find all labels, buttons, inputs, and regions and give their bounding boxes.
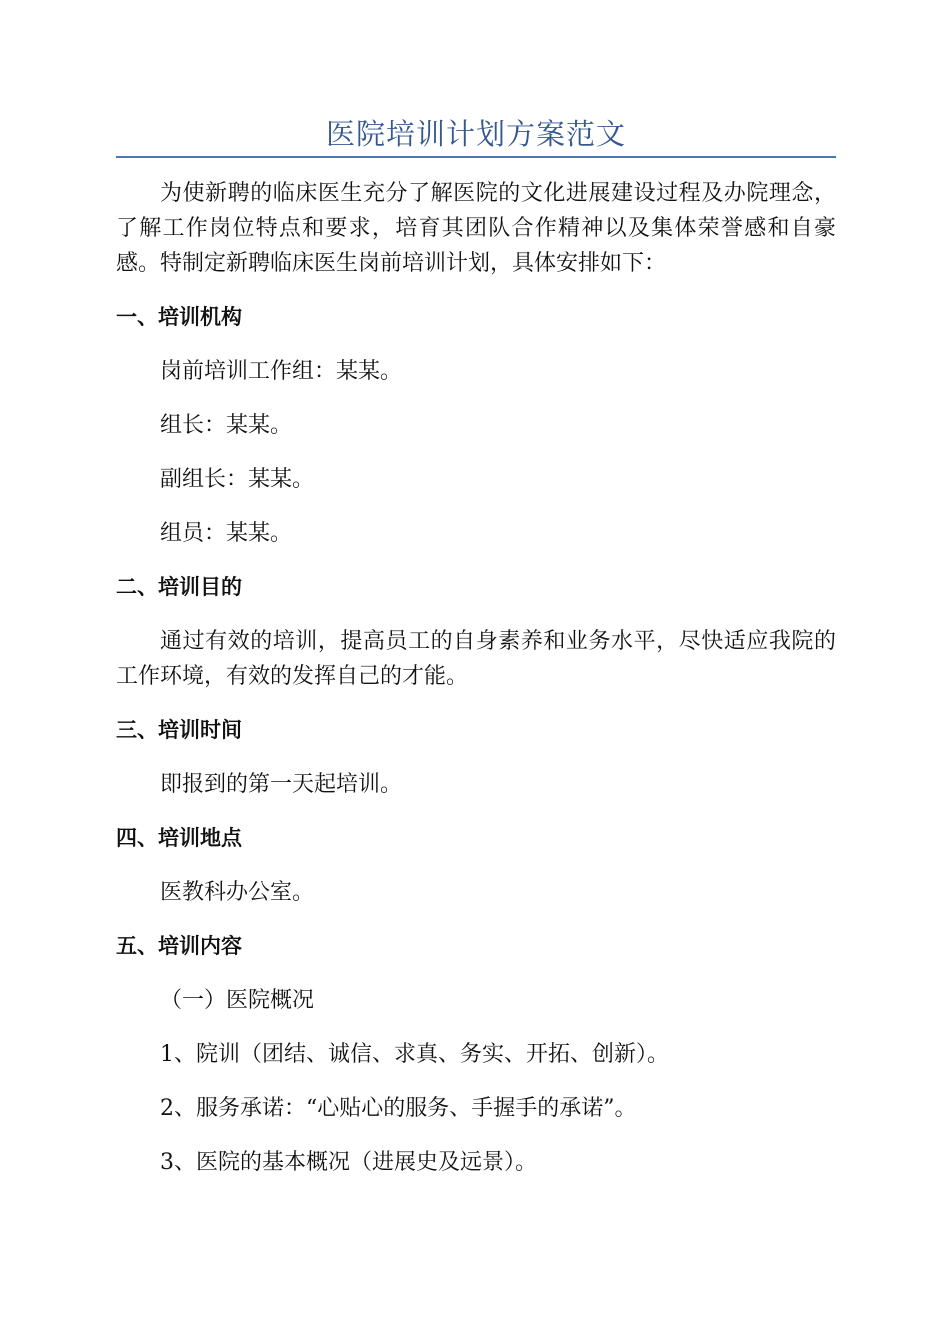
section-item: 医教科办公室。	[160, 880, 315, 905]
section-paragraph: 通过有效的培训，提高员工的自身素养和业务水平，尽快适应我院的工作环境，有效的发挥自己的才能。	[116, 629, 836, 689]
section-heading: 五、培训内容	[116, 934, 242, 958]
section-item: 即报到的第一天起培训。	[160, 772, 403, 797]
section-training-organization	[116, 300, 836, 551]
section-item: 组长：某某。	[160, 413, 293, 438]
document-title: 医院培训计划方案范文	[325, 117, 626, 151]
document-body	[116, 176, 836, 1180]
section-item: 2、服务承诺：“心贴心的服务、手握手的承诺”。	[160, 1096, 637, 1121]
title-block	[116, 112, 836, 158]
section-training-time	[116, 713, 836, 802]
section-training-purpose	[116, 570, 836, 694]
section-item: 1、院训（团结、诚信、求真、务实、开拓、创新）。	[160, 1042, 669, 1067]
section-heading: 一、培训机构	[116, 305, 242, 329]
section-training-content	[116, 929, 836, 1180]
section-heading: 三、培训时间	[116, 718, 242, 742]
section-item: 3、医院的基本概况（进展史及远景）。	[160, 1150, 537, 1175]
intro-paragraph: 为使新聘的临床医生充分了解医院的文化进展建设过程及办院理念，了解工作岗位特点和要求，培育其团队合作精神以及集体荣誉感和自豪感。特制定新聘临床医生岗前培训计划，具体安排如下：	[116, 181, 836, 276]
section-item: 岗前培训工作组：某某。	[160, 359, 403, 384]
section-training-location	[116, 821, 836, 910]
section-heading: 二、培训目的	[116, 575, 242, 599]
section-heading: 四、培训地点	[116, 826, 242, 850]
section-item: 组员：某某。	[160, 521, 293, 546]
section-item: 副组长：某某。	[160, 467, 315, 492]
subsection-heading: （一）医院概况	[160, 988, 315, 1013]
document-page	[116, 112, 836, 1199]
